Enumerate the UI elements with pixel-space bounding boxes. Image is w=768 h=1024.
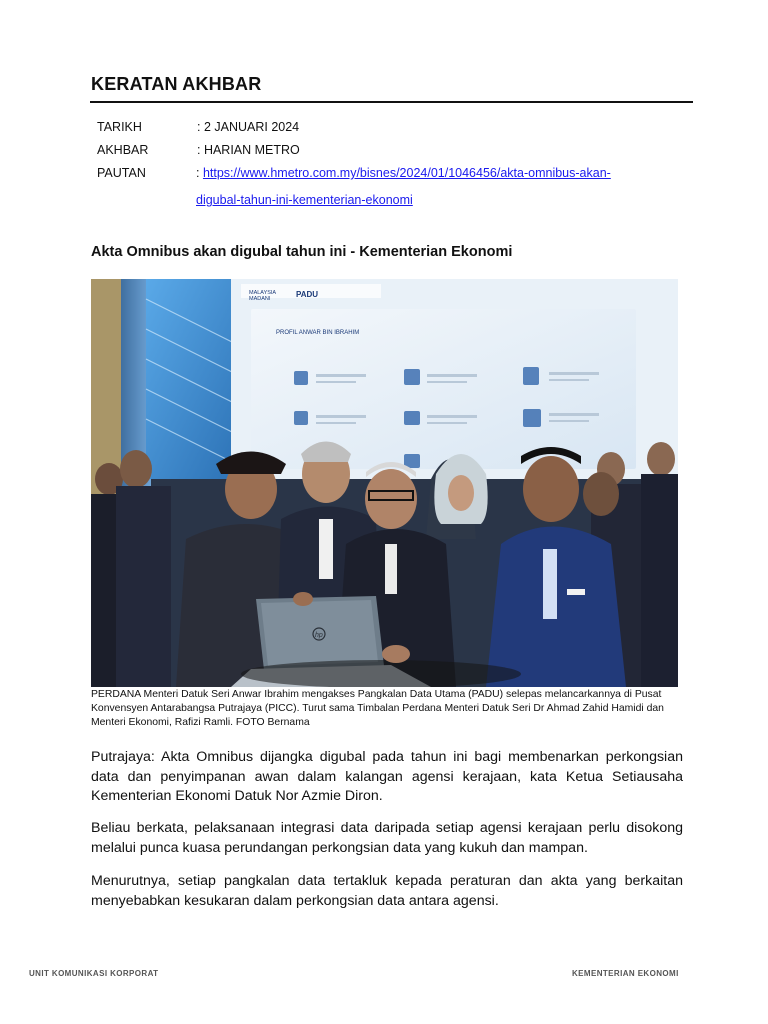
pautan-prefix: : xyxy=(196,166,203,180)
screen-profile-heading: PROFIL ANWAR BIN IBRAHIM xyxy=(276,330,360,336)
akhbar-value: : HARIAN METRO xyxy=(197,143,300,157)
title-divider xyxy=(90,101,693,103)
footer-right: KEMENTERIAN EKONOMI xyxy=(572,969,679,978)
screen-logo-text-2: MADANI xyxy=(249,296,271,302)
screen-logo-text-3: PADU xyxy=(296,290,319,299)
screen-logo-text-1: MALAYSIA xyxy=(249,290,277,296)
photo-caption: PERDANA Menteri Datuk Seri Anwar Ibrahim mengakses Pangkalan Data Utama (PADU) selepas melancarkannya di Pusat Konvensyen Antarabangsa Putrajaya (PICC). Turut sama Timbalan Perdana Menteri Datuk Seri Dr Ahmad Zahid Hamidi dan Menteri Ekonomi, Rafizi Ramli. FOTO Bernama xyxy=(91,689,664,728)
article-headline: Akta Omnibus akan digubal tahun ini - Kementerian Ekonomi xyxy=(91,244,513,260)
pautan-label: PAUTAN xyxy=(97,166,146,180)
article-link-line-2[interactable]: digubal-tahun-ini-kementerian-ekonomi xyxy=(196,193,413,207)
article-paragraph-3: Menurutnya, setiap pangkalan data tertakluk kepada peraturan dan akta yang berkaitan menyebabkan kesukaran dalam perkongsian data antara agensi. xyxy=(91,873,683,909)
footer-left: UNIT KOMUNIKASI KORPORAT xyxy=(29,969,159,978)
pautan-value xyxy=(196,160,676,214)
article-paragraph-2: Beliau berkata, pelaksanaan integrasi data daripada setiap agensi kerajaan perlu disokong melalui punca kuasa perundangan perkongsian data yang kukuh dan mampan. xyxy=(91,820,683,856)
article-link-line-1[interactable]: https://www.hmetro.com.my/bisnes/2024/01/1046456/akta-omnibus-akan- xyxy=(202,166,611,180)
akhbar-label: AKHBAR xyxy=(97,143,149,157)
page-title: KERATAN AKHBAR xyxy=(91,74,262,94)
tarikh-label: TARIKH xyxy=(97,120,142,134)
article-paragraph-1: Putrajaya: Akta Omnibus dijangka digubal pada tahun ini bagi membenarkan perkongsian data dan penyimpanan awan dalam kalangan agensi kerajaan, kata Ketua Setiausaha Kementerian Ekonomi Datuk Nor Azmie Diron. xyxy=(91,749,683,804)
tarikh-value: : 2 JANUARI 2024 xyxy=(197,120,300,134)
laptop-brand-text: hp xyxy=(315,632,323,639)
news-photo xyxy=(91,279,678,687)
